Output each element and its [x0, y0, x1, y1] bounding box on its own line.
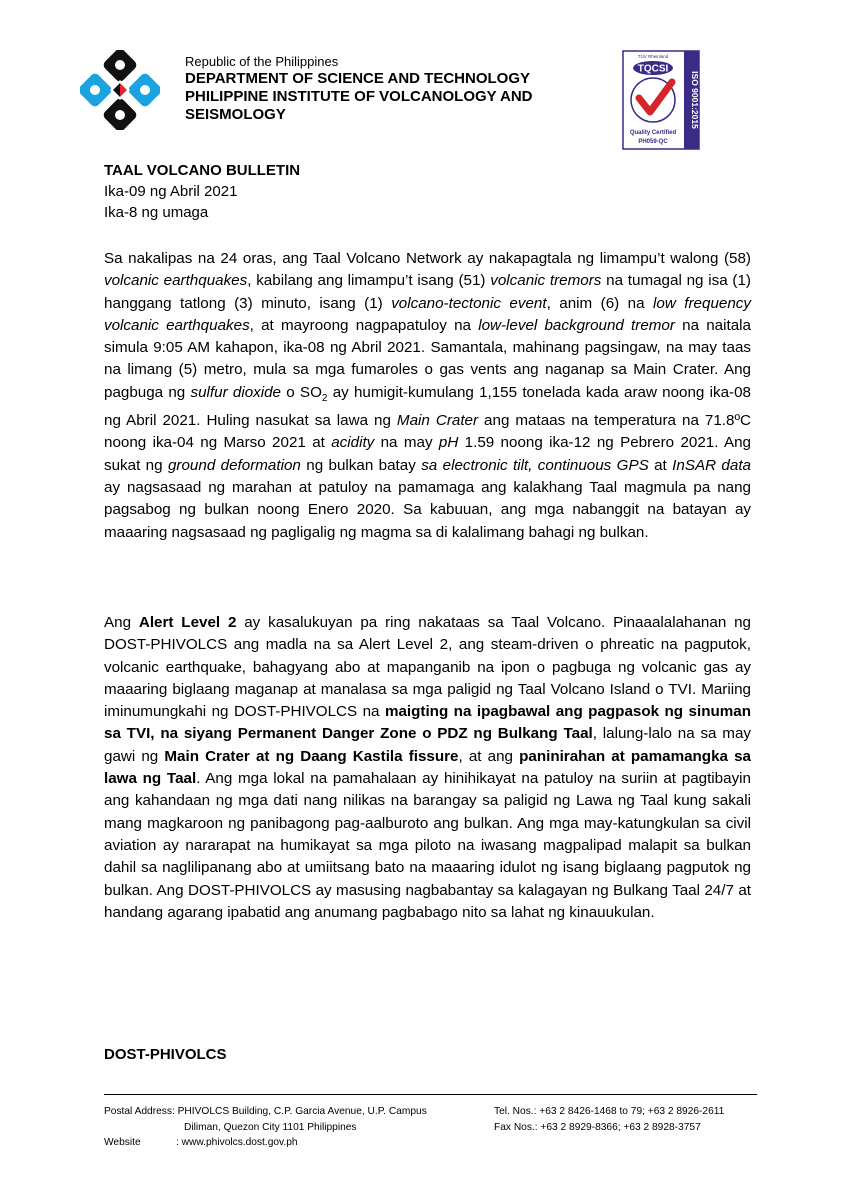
- text-run: Sa nakalipas na 24 oras, ang Taal Volcano Network ay nakapagtala ng limampu’t walong (58): [104, 250, 751, 267]
- italic-term: ground deformation: [167, 456, 301, 474]
- telephone-numbers: Tel. Nos.: +63 2 8426-1468 to 79; +63 2 8926-2611: [494, 1106, 725, 1117]
- text-run: ang mataas na temperatura na 71.8ºC noong ika-04 ng Marso 2021 at: [104, 412, 751, 452]
- signature: DOST-PHIVOLCS: [104, 1046, 227, 1063]
- footer-contacts: [494, 1104, 764, 1135]
- italic-term: pH: [438, 434, 459, 452]
- department-name: DEPARTMENT OF SCIENCE AND TECHNOLOGY: [185, 70, 531, 87]
- text-run: o SO: [281, 383, 322, 401]
- bulletin-date: Ika-09 ng Abril 2021: [104, 183, 238, 200]
- text-run: . Ang mga lokal na pamahalaan ay hinihikayat na patuloy na suriin at pagtibayin ang kahandaan ng mga dati nang nilikas na barangay sa paligid ng Lawa ng Taal kung sakali mang magkaroon ng panibagong pag-aalburoto ang bulkan. Ang mga may-katungkulan sa civil aviation ay nararapat na humikayat sa mga piloto na iwasang magpalipad malapit sa bulkan dahil sa naglilipanang abo at umiitsang bato na maaaring idulot ng isang biglaang pagputok ng bulkan. Ang DOST-PHIVOLCS ay masusing nagbabantay sa kalagayan ng Bulkang Taal 24/7 at handang agarang ipabatid ang anumang pagbabago nito sa lahat ng kinauukulan.: [104, 770, 751, 921]
- bulletin-paragraph-activity: [104, 248, 751, 544]
- italic-term: acidity: [331, 434, 375, 452]
- text-run: na tumagal ng isa (1) hanggang tatlong (3) minuto, isang (1): [104, 272, 751, 312]
- italic-term: low-level background tremor: [478, 316, 675, 334]
- institute-name-line1: PHILIPPINE INSTITUTE OF VOLCANOLOGY AND: [185, 88, 533, 105]
- website-link[interactable]: : www.phivolcs.dost.gov.ph: [176, 1137, 298, 1148]
- bold-phrase: paninirahan at pamamangka sa lawa ng Taal: [104, 747, 751, 788]
- text-run: Ang: [104, 614, 139, 631]
- bold-phrase: maigting na ipagbawal ang pagpasok ng sinuman sa TVI, na siyang Permanent Danger Zone o PDZ ng Bulkang Taal: [104, 703, 751, 743]
- text-run: ay nagsasaad ng marahan at patuloy na pamamaga ang kalakhang Taal magmula pa nang pagsabog ng bulkan noong Enero 2020. Sa kabuuan, ang mga nabanggit na batayan ay maaaring nagsasaad ng pagligalig ng magma sa di kalalimang bahagi ng bulkan.: [104, 479, 751, 541]
- footer-divider: [104, 1094, 757, 1095]
- fax-numbers: Fax Nos.: +63 2 8929-8366; +63 2 8928-3757: [494, 1121, 701, 1133]
- italic-term: volcanic tremors: [490, 272, 602, 290]
- iso-standard-text: ISO 9001:2015: [690, 71, 700, 129]
- header-text: [185, 54, 533, 124]
- iso-code-text: PH059-QC: [638, 139, 668, 145]
- republic-label: Republic of the Philippines: [185, 54, 339, 69]
- italic-term: volcanic earthquakes: [104, 272, 248, 290]
- iso-brand-text: TÜV Rheinland: [637, 54, 669, 59]
- text-run: na may: [374, 434, 439, 452]
- text-run: ng bulkan batay: [300, 456, 422, 474]
- footer-address: [104, 1104, 484, 1151]
- italic-term: Main Crater: [396, 412, 479, 430]
- bold-phrase: Alert Level 2: [138, 614, 237, 631]
- iso-acronym-text: TQCSI: [637, 63, 669, 75]
- text-run: , at ang: [458, 747, 520, 765]
- italic-term: low frequency volcanic earthquakes: [104, 294, 751, 334]
- text-run: 1.59 noong ika-12 ng Pebrero 2021. Ang sukat ng: [104, 434, 751, 474]
- text-run: na naitala simula 9:05 AM kahapon, ika-08 ng Abril 2021. Samantala, mahinang pagsingaw, na may taas na limang (5) metro, mula sa mga fumaroles o gas vents ang naganap sa Main Crater. Ang pagbuga ng: [104, 316, 751, 401]
- iso-quality-text: Quality Certified: [629, 130, 677, 136]
- subscript: 2: [321, 392, 328, 404]
- institute-name-line2: SEISMOLOGY: [185, 106, 286, 123]
- dost-logo: [80, 50, 160, 130]
- text-run: , at mayroong nagpapatuloy na: [249, 316, 479, 334]
- bold-phrase: Main Crater at ng Daang Kastila fissure: [164, 747, 459, 765]
- text-run: at: [648, 456, 673, 474]
- postal-label: Postal Address: [104, 1106, 172, 1117]
- text-run: ay kasalukuyan pa ring nakataas sa Taal Volcano. Pinaaalalahanan ng DOST-PHIVOLCS ang madla na sa Alert Level 2, ang steam-driven o phreatic na pagputok, volcanic earthquake, bahagyang abo at mapanganib na ipon o pagbuga ng volcanic gas ay maaaring biglaang maganap at manalasa sa mga paligid ng Taal Volcano Island o TVI. Mariing iminumungkahi ng DOST-PHIVOLCS na: [104, 614, 751, 721]
- postal-line2: Diliman, Quezon City 1101 Philippines: [184, 1121, 357, 1133]
- text-run: , anim (6) na: [546, 294, 654, 312]
- text-run: ay humigit-kumulang 1,155 tonelada kada araw noong ika-08 ng Abril 2021. Huling nasukat sa lawa ng: [104, 383, 751, 430]
- italic-term: sulfur dioxide: [190, 383, 282, 401]
- italic-term: volcano-tectonic event: [391, 294, 547, 312]
- website-label: Website: [104, 1137, 141, 1148]
- bulletin-paragraph-advisory: [104, 612, 751, 924]
- italic-term: InSAR data: [672, 456, 751, 474]
- bulletin-time: Ika-8 ng umaga: [104, 204, 209, 221]
- iso-certification-badge: [622, 50, 700, 150]
- italic-term: sa electronic tilt, continuous GPS: [421, 456, 649, 474]
- bulletin-title: TAAL VOLCANO BULLETIN: [104, 162, 301, 179]
- postal-line1: : PHIVOLCS Building, C.P. Garcia Avenue, U.P. Campus: [171, 1106, 427, 1117]
- bulletin-heading: [104, 160, 300, 223]
- text-run: , kabilang ang limampu’t isang (51): [247, 272, 491, 290]
- text-run: , lalung-lalo na sa may gawi ng: [104, 725, 751, 765]
